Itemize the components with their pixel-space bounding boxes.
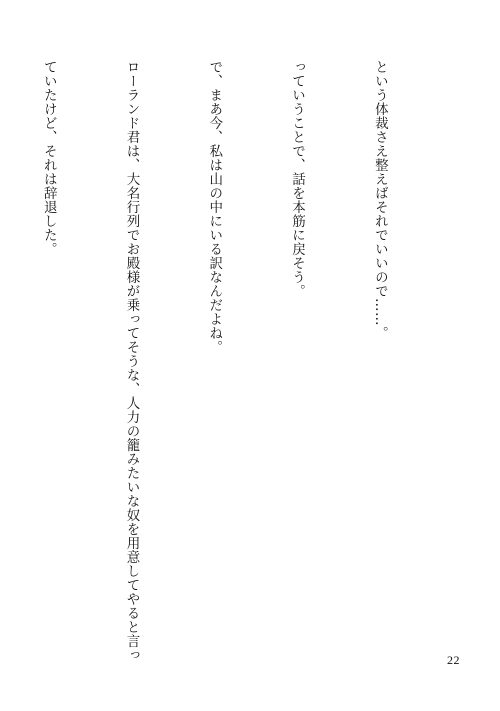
text-line: ローランド君は、大名行列でお殿様が乗ってそうな、人力の籠みたいな奴を用意してやると言っ (123, 60, 140, 662)
text-line: で、まあ今、私は山の中にいる訳なんだよね。 (206, 60, 223, 354)
text-line: という体裁さえ整えばそれでいいので……。 (371, 60, 388, 340)
text-line: ていたけど、それは辞退した。 (40, 60, 57, 256)
vertical-text-body (40, 60, 448, 662)
page-number: 22 (447, 653, 460, 667)
text-line: っていうことで、話を本筋に戻そう。 (289, 60, 306, 298)
